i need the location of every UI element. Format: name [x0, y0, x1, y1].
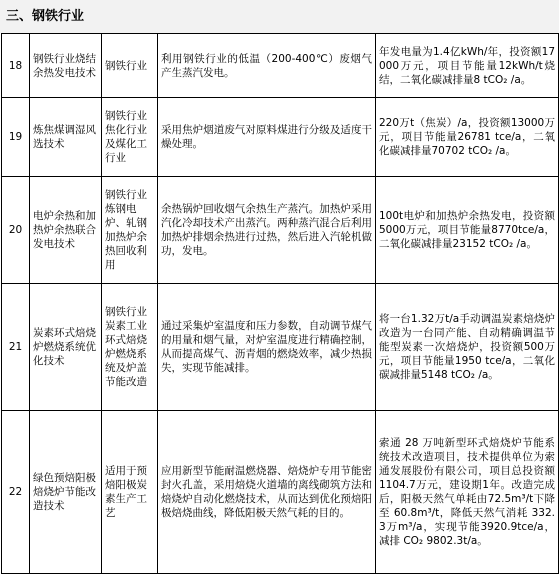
technology-description: 采用焦炉烟道废气对原料煤进行分级及适度干燥处理。 — [158, 98, 376, 177]
technology-description: 利用钢铁行业的低温（200-400℃）废烟气产生蒸汽发电。 — [158, 34, 376, 98]
row-number: 22 — [2, 411, 30, 574]
technology-name: 钢铁行业烧结余热发电技术 — [30, 34, 102, 98]
row-number: 20 — [2, 177, 30, 284]
table-row — [2, 177, 559, 284]
application-scope: 钢铁行业炭素工业环式焙烧炉燃烧系统及炉盖节能改造 — [102, 284, 158, 411]
section-title: 三、钢铁行业 — [0, 0, 559, 33]
technology-name: 电炉余热和加热炉余热联合发电技术 — [30, 177, 102, 284]
table-row — [2, 98, 559, 177]
technology-description: 余热锅炉回收烟气余热生产蒸汽。加热炉采用汽化冷却技术产出蒸汽。两种蒸汽混合后利用加热炉排烟余热进行过热，然后进入汽轮机做功，发电。 — [158, 177, 376, 284]
row-number: 18 — [2, 34, 30, 98]
technology-name: 炼焦煤调湿风选技术 — [30, 98, 102, 177]
application-scope: 钢铁行业焦化行业及煤化工行业 — [102, 98, 158, 177]
technology-name: 炭素环式焙烧炉燃烧系统优化技术 — [30, 284, 102, 411]
energy-saving-effect: 将一台1.32万t/a手动调温炭素焙烧炉改造为一台同产能、自动精确调温节能型炭素一次焙烧炉，投资额500万元，项目节能量1950 tce/a，二氧化碳减排量5148 tCO₂ /a。 — [376, 284, 559, 411]
technology-description: 应用新型节能耐温燃烧器、焙烧炉专用节能密封火孔盖，采用焙烧火道墙的离线砌筑方法和焙烧炉自动化燃烧技术，从而达到优化预焙阳极焙烧曲线，降低阳极天然气耗的目的。 — [158, 411, 376, 574]
technology-table — [1, 33, 559, 574]
table-row — [2, 284, 559, 411]
application-scope: 钢铁行业炼钢电炉、轧钢加热炉余热回收利用 — [102, 177, 158, 284]
application-scope: 钢铁行业 — [102, 34, 158, 98]
energy-saving-effect: 索通 28 万吨新型环式焙烧炉节能系统技术改造项目，技术提供单位为索通发展股份有限公司，项目总投资额 1104.7万元，建设期1年。改造完成后，阳极天然气单耗由72.5m³/t下降至 60.8m³/t，降低天然气消耗 332.3万m³/a，实现节能3920.9tce/a，减排 CO₂ 9802.3t/a。 — [376, 411, 559, 574]
table-row — [2, 411, 559, 574]
technology-description: 通过采集炉室温度和压力参数，自动调节煤气的用量和烟气量，对炉室温度进行精确控制，从而提高煤气、沥青烟的燃烧效率，减少热损失，实现节能减排。 — [158, 284, 376, 411]
application-scope: 适用于预焙阳极炭素生产工艺 — [102, 411, 158, 574]
technology-name: 绿色预焙阳极焙烧炉节能改造技术 — [30, 411, 102, 574]
row-number: 19 — [2, 98, 30, 177]
energy-saving-effect: 220万t（焦炭）/a，投资额13000万元，项目节能量26781 tce/a，二氧化碳减排量70702 tCO₂ /a。 — [376, 98, 559, 177]
table-row — [2, 34, 559, 98]
energy-saving-effect: 年发电量为1.4亿kWh/年，投资额17000万元，项目节能量12kWh/t烧结，二氧化碳减排量8 tCO₂ /a。 — [376, 34, 559, 98]
row-number: 21 — [2, 284, 30, 411]
energy-saving-effect: 100t电炉和加热炉余热发电，投资额5000万元，项目节能量8770tce/a，二氧化碳减排量23152 tCO₂ /a。 — [376, 177, 559, 284]
